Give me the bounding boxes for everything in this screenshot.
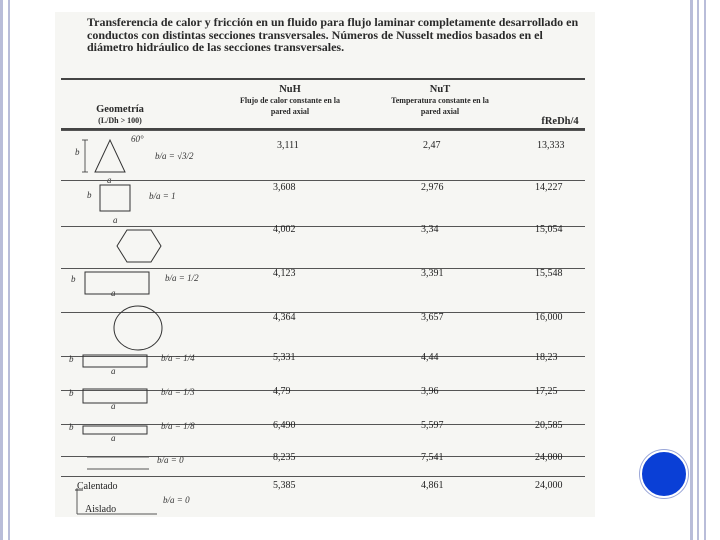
value-nu-t: 5,597	[421, 420, 444, 431]
ratio-label: b/a = √3/2	[155, 151, 194, 161]
label-a: a	[107, 175, 112, 185]
label-a: a	[111, 288, 116, 298]
square-shape-icon	[97, 182, 137, 214]
table-row	[61, 180, 585, 225]
label-a: a	[111, 366, 116, 376]
value-friction: 24,000	[535, 480, 563, 491]
value-friction: 18,23	[535, 352, 558, 363]
blue-circle-bullet-icon	[640, 450, 688, 498]
label-a: a	[111, 401, 116, 411]
header-nu-h	[235, 84, 345, 117]
frame-line-right-1	[690, 0, 693, 540]
value-nu-h: 8,235	[273, 452, 296, 463]
value-nu-t: 7,541	[421, 452, 444, 463]
value-nu-t: 3,391	[421, 268, 444, 279]
insulated-label: Aislado	[85, 504, 117, 515]
rectangle-shape-icon	[79, 386, 153, 408]
value-nu-t: 2,976	[421, 182, 444, 193]
scanned-table-image	[55, 12, 595, 517]
ratio-label: b/a = 1/2	[165, 273, 199, 283]
header-nu-t	[385, 84, 495, 117]
ratio-label: b/a = 1	[149, 191, 176, 201]
circle-shape-icon	[111, 304, 165, 352]
value-friction: 16,000	[535, 312, 563, 323]
value-nu-t: 2,47	[423, 140, 441, 151]
ratio-label: b/a = 0	[157, 455, 184, 465]
header-nu-t-desc: Temperatura constante en la pared axial	[391, 96, 489, 116]
ratio-label: b/a = 0	[163, 495, 190, 505]
label-b: b	[69, 422, 74, 432]
label-b: b	[71, 274, 76, 284]
value-nu-t: 4,861	[421, 480, 444, 491]
header-nu-h-label: NuH	[279, 84, 301, 95]
value-friction: 15,054	[535, 224, 563, 235]
frame-line-left-inner	[8, 0, 10, 540]
header-nu-t-label: NuT	[429, 84, 451, 95]
value-nu-h: 4,123	[273, 268, 296, 279]
value-nu-h: 5,331	[273, 352, 296, 363]
label-b: b	[75, 147, 80, 157]
parallel-plates-icon	[85, 452, 151, 474]
ratio-label: b/a = 1/3	[161, 387, 195, 397]
value-nu-h: 4,364	[273, 312, 296, 323]
value-nu-t: 4,44	[421, 352, 439, 363]
header-top-rule	[61, 78, 585, 80]
header-nu-h-desc: Flujo de calor constante en la pared axial	[239, 96, 341, 116]
value-friction: 13,333	[537, 140, 565, 151]
rectangle-shape-icon	[79, 268, 153, 298]
label-b: b	[69, 354, 74, 364]
value-friction: 20,585	[535, 420, 563, 431]
value-nu-h: 6,490	[273, 420, 296, 431]
ratio-label: b/a = 1/4	[161, 353, 195, 363]
hexagon-shape-icon	[113, 226, 165, 266]
frame-line-right-3	[704, 0, 706, 540]
value-nu-t: 3,34	[421, 224, 439, 235]
frame-line-right-2	[697, 0, 699, 540]
header-geometry	[65, 104, 175, 126]
value-friction: 14,227	[535, 182, 563, 193]
header-friction: fReDh/4	[541, 116, 579, 127]
ratio-label: b/a = 1/8	[161, 421, 195, 431]
value-nu-h: 3,111	[277, 140, 299, 151]
value-nu-h: 3,608	[273, 182, 296, 193]
label-a: a	[113, 215, 118, 225]
rectangle-shape-icon	[79, 352, 153, 372]
label-a: a	[111, 433, 116, 443]
value-nu-h: 5,385	[273, 480, 296, 491]
heated-label: Calentado	[77, 481, 118, 492]
value-nu-h: 4,002	[273, 224, 296, 235]
label-b: b	[87, 190, 92, 200]
header-geometry-label: Geometría	[96, 104, 144, 115]
header-geometry-sub: (L/Dh > 100)	[98, 116, 142, 125]
value-friction: 17,25	[535, 386, 558, 397]
value-nu-h: 4,79	[273, 386, 291, 397]
value-nu-t: 3,657	[421, 312, 444, 323]
rectangle-shape-icon	[79, 422, 153, 440]
value-friction: 15,548	[535, 268, 563, 279]
table-title: Transferencia de calor y fricción en un fluido para flujo laminar completamente desarrollado en conductos con distintas secciones transversales. Números de Nusselt medios basados en el diámetro hidráulico de las secciones transversales.	[87, 15, 579, 54]
value-friction: 24,000	[535, 452, 563, 463]
label-angle: 60°	[131, 134, 144, 144]
label-b: b	[69, 388, 74, 398]
frame-line-left-outer	[0, 0, 3, 540]
value-nu-t: 3,96	[421, 386, 439, 397]
